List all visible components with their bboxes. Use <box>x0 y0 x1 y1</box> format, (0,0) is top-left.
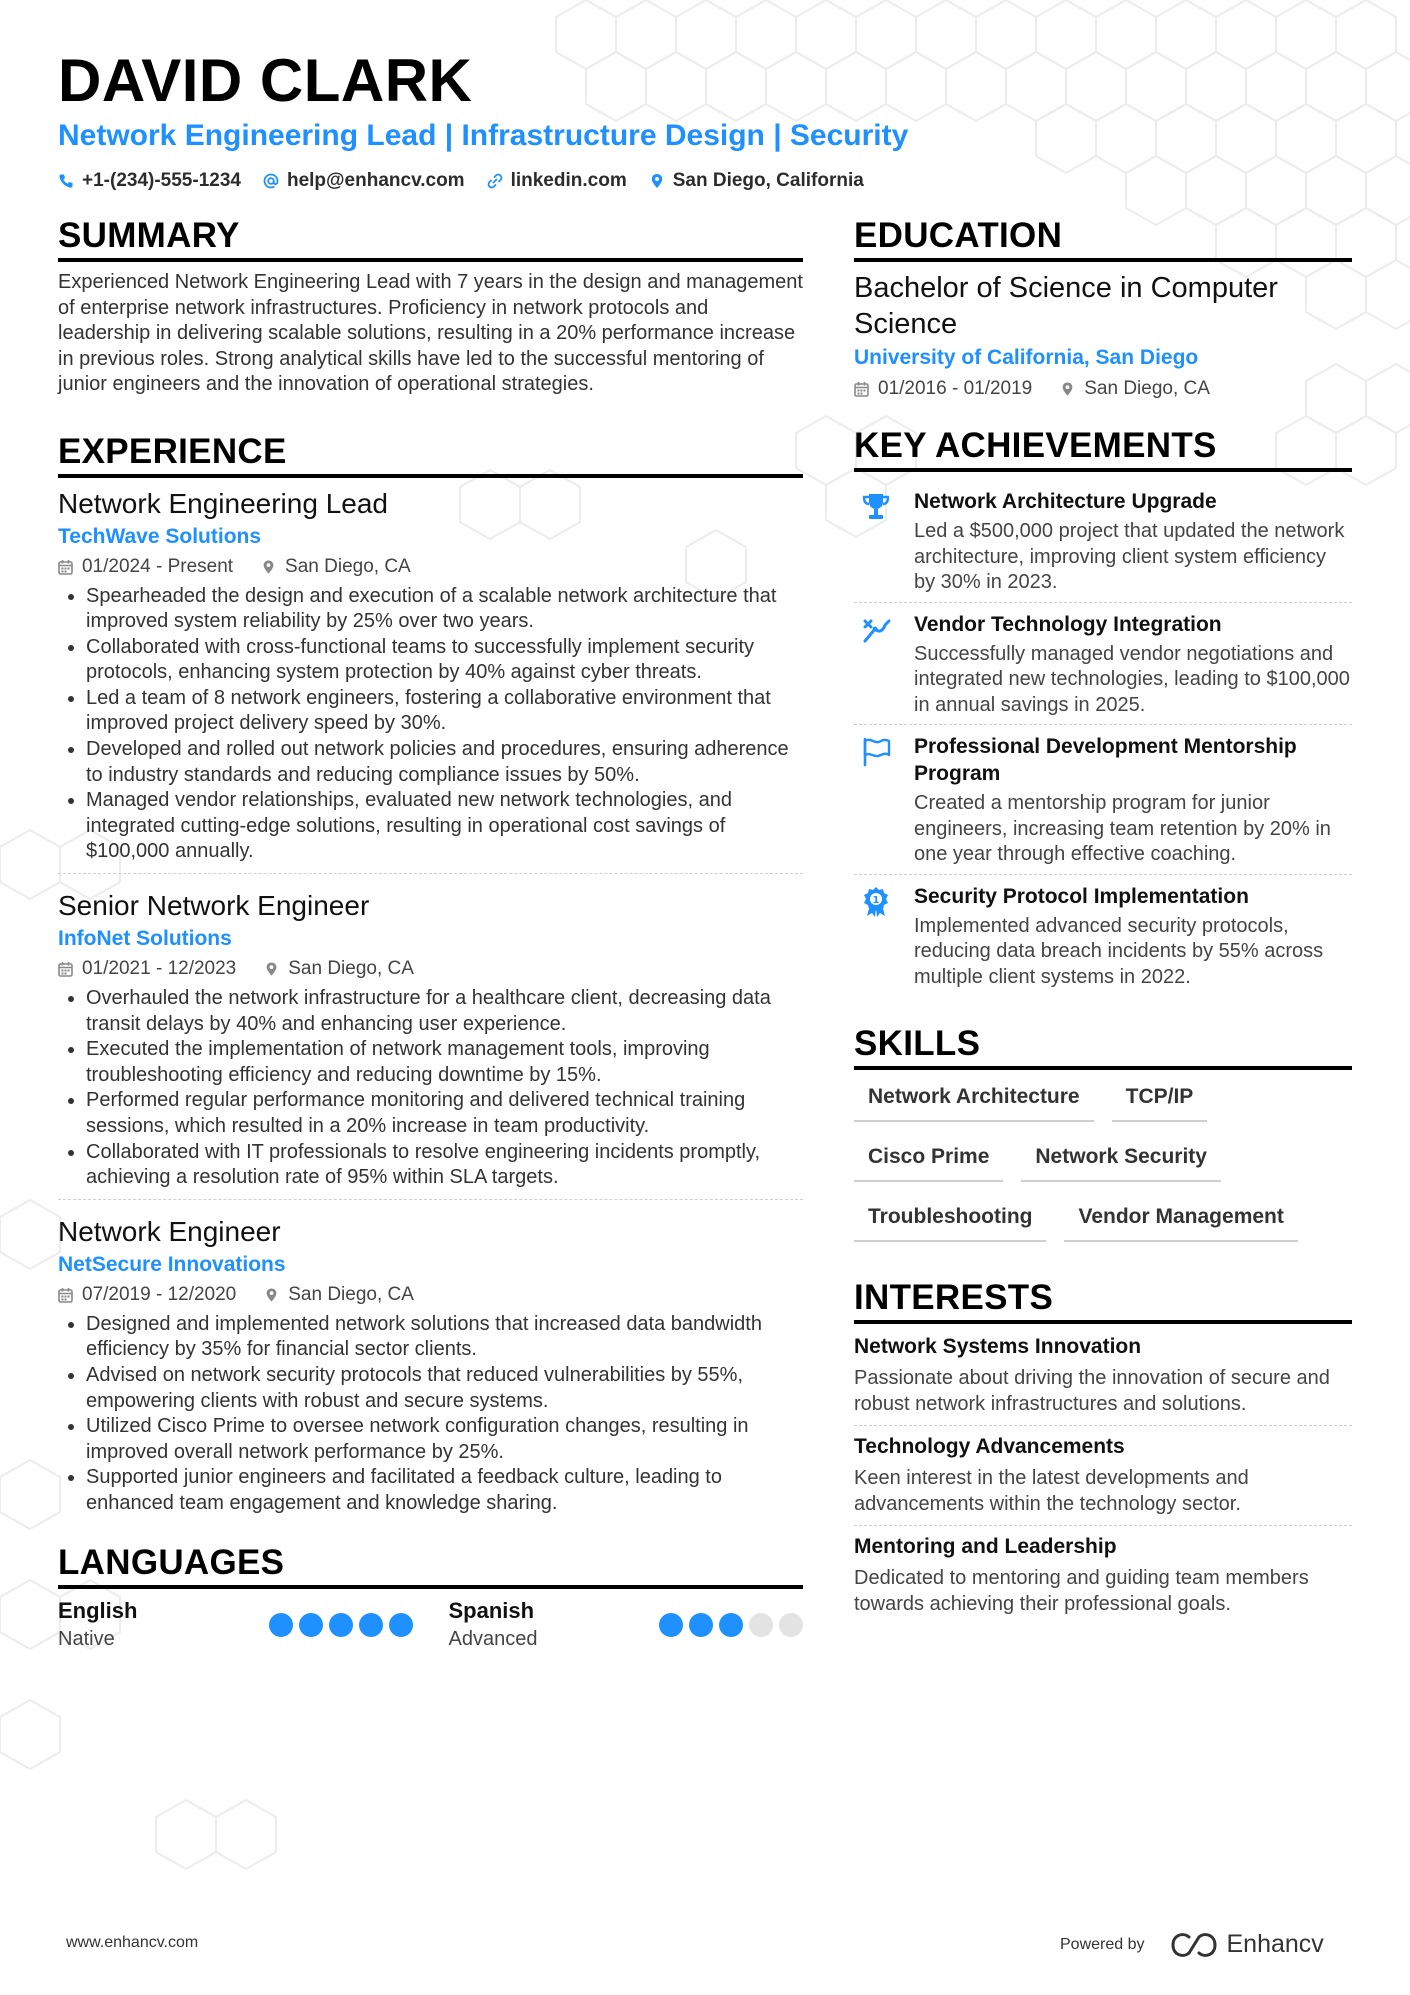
job-location-text: San Diego, CA <box>285 555 411 577</box>
left-column <box>58 214 803 1653</box>
achievement-desc: Created a mentorship program for junior engineers, increasing team retention by 20% in one year through effective coaching. <box>914 792 1331 865</box>
education-location-text: San Diego, CA <box>1084 378 1210 399</box>
job-bullets <box>58 584 803 866</box>
rating-dot <box>689 1613 713 1637</box>
achievement-desc: Successfully managed vendor negotiations and integrated new technologies, leading to $100,000 in annual savings in 2025. <box>914 642 1350 716</box>
summary-text: Experienced Network Engineering Lead with 7 years in the design and management of enterprise network infrastructures. Proficiency in network protocols and leadership in delivering scalable solutions, resulting in a 20% performance increase in previous roles. Strong analytical skills have led to the successful mentoring of junior engineers and the innovation of operational strategies. <box>58 271 803 395</box>
achievement-item <box>854 603 1352 726</box>
interest-desc: Passionate about driving the innovation of secure and robust network infrastructures and solutions. <box>854 1367 1330 1415</box>
job-bullet: • Performed regular performance monitoring and delivered technical training sessions, which resulted in a 20% increase in team productivity. <box>86 1088 803 1139</box>
job-location <box>264 954 414 984</box>
job-title: Network Engineer <box>58 1215 281 1247</box>
interest-title: Network Systems Innovation <box>854 1335 1142 1358</box>
job-dates-text: 01/2024 - Present <box>82 555 234 577</box>
company-name[interactable]: TechWave Solutions <box>58 524 262 548</box>
skill-tag: TCP/IP <box>1112 1078 1208 1122</box>
svg-text:1: 1 <box>872 894 880 906</box>
language-level: Native <box>58 1627 115 1650</box>
contact-email[interactable] <box>263 168 465 194</box>
achievement-title: Vendor Technology Integration <box>914 612 1222 636</box>
contact-location <box>649 168 864 194</box>
achievement-title: Professional Development Mentorship Program <box>914 735 1297 785</box>
contact-linkedin[interactable] <box>487 168 627 194</box>
calendar-icon <box>58 1287 73 1303</box>
job-bullet: • Advised on network security protocols that reduced vulnerabilities by 55%, empowering clients with robust and secure systems. <box>86 1363 803 1414</box>
rating-dot <box>659 1613 683 1637</box>
brand-name: Enhancv <box>1226 1930 1324 1958</box>
trophy-icon <box>854 488 898 596</box>
job-bullets <box>58 1312 803 1517</box>
rating-dot <box>719 1613 743 1637</box>
summary-heading: SUMMARY <box>58 214 803 262</box>
company-name[interactable]: InfoNet Solutions <box>58 927 232 951</box>
language-name: English <box>58 1597 138 1623</box>
achievement-body <box>914 733 1352 868</box>
flag-icon <box>854 733 898 868</box>
interest-title: Technology Advancements <box>854 1435 1125 1458</box>
job-bullet: • Managed vendor relationships, evaluated new network technologies, and integrated cutting-edge solutions, resulting in operational cost savings of $100,000 annually. <box>86 788 803 865</box>
rating-dot <box>359 1613 383 1637</box>
interest-desc: Keen interest in the latest developments and advancements within the technology sector. <box>854 1467 1249 1515</box>
achievement-item <box>854 725 1352 875</box>
achievement-title: Security Protocol Implementation <box>914 884 1249 908</box>
language-text <box>449 1597 538 1653</box>
skill-tag: Troubleshooting <box>854 1198 1046 1242</box>
interest-item <box>854 1332 1352 1426</box>
interest-desc: Dedicated to mentoring and guiding team members towards achieving their professional goals. <box>854 1567 1309 1615</box>
languages-heading: LANGUAGES <box>58 1541 803 1589</box>
powered-by <box>1060 1930 1324 1959</box>
education-dates-text: 01/2016 - 01/2019 <box>878 378 1033 399</box>
map-pin-icon <box>1060 381 1075 397</box>
right-column <box>854 214 1352 1631</box>
degree-title: Bachelor of Science in Computer Science <box>854 272 1278 340</box>
language-item <box>449 1597 804 1653</box>
skill-tag: Network Security <box>1021 1138 1221 1182</box>
interests-list <box>854 1332 1352 1625</box>
linkedin-text: linkedin.com <box>510 170 627 191</box>
experience-list <box>58 486 803 1525</box>
job-bullet: • Led a team of 8 network engineers, fostering a collaborative environment that improved project delivery speed by 30%. <box>86 686 803 737</box>
brand-logo[interactable] <box>1171 1930 1324 1959</box>
job-dates <box>58 1280 236 1310</box>
job-bullets <box>58 986 803 1191</box>
achievements-heading: KEY ACHIEVEMENTS <box>854 424 1352 472</box>
interest-item <box>854 1432 1352 1526</box>
job-dates <box>58 954 236 984</box>
contact-phone[interactable] <box>58 168 241 194</box>
school-name: University of California, San Diego <box>854 346 1199 369</box>
rating-dot <box>749 1613 773 1637</box>
job-bullet: • Collaborated with IT professionals to resolve engineering incidents promptly, achieving a resolution rate of 95% within SLA targets. <box>86 1140 803 1191</box>
rating-dot <box>329 1613 353 1637</box>
map-pin-icon <box>261 559 276 575</box>
calendar-icon <box>58 559 73 575</box>
job-bullet: • Overhauled the network infrastructure for a healthcare client, decreasing data transit delays by 40% and enhancing user experience. <box>86 986 803 1037</box>
job-dates-text: 01/2021 - 12/2023 <box>82 958 237 980</box>
achievement-title: Network Architecture Upgrade <box>914 490 1217 513</box>
skills-list <box>854 1078 1352 1242</box>
job-bullet: • Collaborated with cross-functional teams to successfully implement security protocols, enhancing system protection by 40% against cyber threats. <box>86 635 803 686</box>
job-bullet: • Executed the implementation of network management tools, improving troubleshooting efficiency and reducing downtime by 15%. <box>86 1037 803 1088</box>
interest-item <box>854 1532 1352 1625</box>
experience-heading: EXPERIENCE <box>58 430 803 478</box>
education-dates <box>854 374 1032 404</box>
job-location-text: San Diego, CA <box>288 958 414 980</box>
job-bullet: • Supported junior engineers and facilitated a feedback culture, leading to enhanced team engagement and knowledge sharing. <box>86 1465 803 1516</box>
enhancv-logo-icon <box>1171 1933 1217 1957</box>
link-icon <box>487 173 503 189</box>
calendar-icon <box>854 381 869 397</box>
language-text <box>58 1597 137 1653</box>
languages-list <box>58 1597 803 1653</box>
achievement-body <box>914 883 1352 991</box>
language-name: Spanish <box>448 1597 535 1623</box>
contact-bar <box>58 168 864 194</box>
award-ribbon-icon <box>854 883 898 991</box>
at-sign-icon <box>263 173 279 189</box>
map-pin-icon <box>264 1287 279 1303</box>
rating-dot <box>269 1613 293 1637</box>
achievement-desc: Implemented advanced security protocols, reducing data breach incidents by 55% across multiple client systems in 2022. <box>914 914 1324 988</box>
job-bullet: • Designed and implemented network solutions that increased data bandwidth efficiency by 35% for financial sector clients. <box>86 1312 803 1363</box>
job-bullet: • Developed and rolled out network policies and procedures, ensuring adherence to industry standards and reducing compliance issues by 50%. <box>86 737 803 788</box>
job-location-text: San Diego, CA <box>288 1283 414 1305</box>
job-bullet: • Utilized Cisco Prime to oversee network configuration changes, resulting in improved overall network performance by 25%. <box>86 1414 803 1465</box>
achievements-list <box>854 480 1352 996</box>
rating-dot <box>389 1613 413 1637</box>
job-entry <box>58 486 803 875</box>
language-level: Advanced <box>448 1627 538 1650</box>
candidate-title: Network Engineering Lead | Infrastructure Design | Security <box>58 119 909 152</box>
language-rating <box>269 1613 413 1653</box>
job-dates-text: 07/2019 - 12/2020 <box>82 1283 237 1305</box>
phone-icon <box>58 173 74 189</box>
company-name[interactable]: NetSecure Innovations <box>58 1252 286 1276</box>
candidate-name: DAVID CLARK <box>58 47 473 114</box>
job-dates <box>58 552 233 582</box>
map-pin-icon <box>264 961 279 977</box>
job-location <box>264 1280 414 1310</box>
achievement-desc: Led a $500,000 project that updated the network architecture, improving client system efficiency by 30% in 2023. <box>914 520 1345 593</box>
job-meta <box>58 1280 803 1310</box>
skill-tag: Network Architecture <box>854 1078 1094 1122</box>
job-meta <box>58 552 803 582</box>
footer-url[interactable]: www.enhancv.com <box>66 1934 199 1951</box>
calendar-icon <box>58 961 73 977</box>
map-pin-icon <box>649 173 665 189</box>
interest-title: Mentoring and Leadership <box>854 1535 1117 1558</box>
powered-by-label: Powered by <box>1060 1935 1145 1953</box>
job-bullet: • Spearheaded the design and execution of a scalable network architecture that improved system reliability by 25% over two years. <box>86 584 803 635</box>
job-entry <box>58 1214 803 1525</box>
job-title: Network Engineering Lead <box>58 487 388 519</box>
achievement-body <box>914 488 1352 596</box>
handshake-icon <box>854 611 898 719</box>
skills-heading: SKILLS <box>854 1022 1352 1070</box>
email-text: help@enhancv.com <box>286 170 465 191</box>
job-meta <box>58 954 803 984</box>
education-heading: EDUCATION <box>854 214 1352 262</box>
rating-dot <box>779 1613 803 1637</box>
education-meta <box>854 374 1352 404</box>
language-rating <box>659 1613 803 1653</box>
achievement-body <box>914 611 1352 719</box>
job-location <box>261 552 411 582</box>
skill-tag: Vendor Management <box>1064 1198 1297 1242</box>
language-item <box>58 1597 413 1653</box>
job-title: Senior Network Engineer <box>58 890 370 922</box>
rating-dot <box>299 1613 323 1637</box>
phone-text: +1-(234)-555-1234 <box>82 170 241 191</box>
interests-heading: INTERESTS <box>854 1276 1352 1324</box>
location-text: San Diego, California <box>672 170 864 191</box>
skill-tag: Cisco Prime <box>854 1138 1003 1182</box>
education-location <box>1060 374 1210 404</box>
achievement-item <box>854 875 1352 997</box>
job-entry <box>58 888 803 1200</box>
achievement-item <box>854 480 1352 603</box>
